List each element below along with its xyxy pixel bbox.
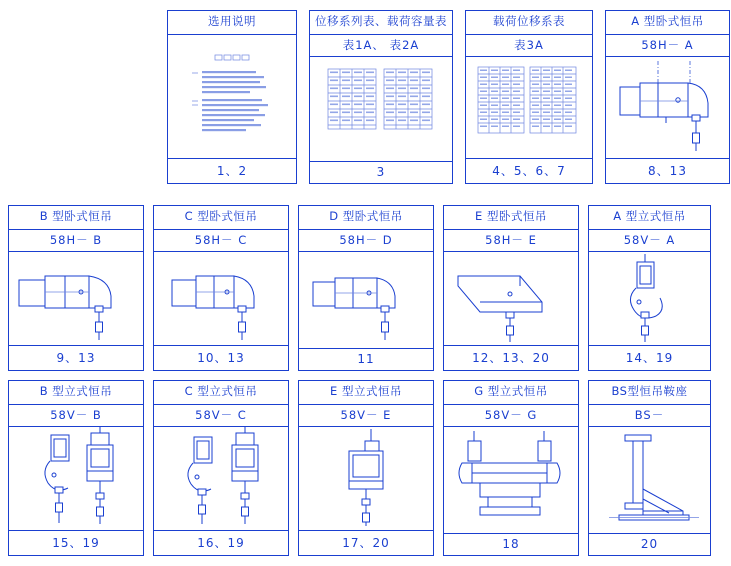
card-footer-pages: 11 bbox=[299, 348, 433, 370]
card-footer-pages: 17、20 bbox=[299, 530, 433, 555]
card-figure-tables-3 bbox=[466, 57, 592, 158]
card-row-3 bbox=[8, 380, 711, 556]
card-type-c-horizontal-hanger[interactable] bbox=[153, 205, 289, 371]
card-footer-pages: 9、13 bbox=[9, 345, 143, 370]
card-figure-horizontal-d bbox=[299, 252, 433, 348]
card-type-e-vertical-hanger[interactable] bbox=[298, 380, 434, 556]
card-caption-sub: 58H－ B bbox=[9, 230, 143, 252]
card-figure-vertical-a bbox=[589, 252, 710, 345]
card-footer-pages: 3 bbox=[310, 161, 452, 183]
card-figure-horizontal-b bbox=[9, 252, 143, 345]
card-type-g-vertical-hanger[interactable] bbox=[443, 380, 579, 556]
card-figure-vertical-g bbox=[444, 427, 578, 533]
card-caption: C 型立式恒吊 bbox=[154, 381, 288, 405]
card-caption: A 型立式恒吊 bbox=[589, 206, 710, 230]
card-footer-pages: 20 bbox=[589, 533, 710, 555]
card-type-c-vertical-hanger[interactable] bbox=[153, 380, 289, 556]
card-footer-pages: 8、13 bbox=[606, 158, 729, 183]
card-caption: E 型卧式恒吊 bbox=[444, 206, 578, 230]
card-caption-sub: 58V－ C bbox=[154, 405, 288, 427]
card-figure-vertical-b bbox=[9, 427, 143, 530]
card-figure-selection-notes bbox=[168, 35, 296, 158]
card-type-b-horizontal-hanger[interactable] bbox=[8, 205, 144, 371]
card-type-a-horizontal-hanger[interactable] bbox=[605, 10, 730, 184]
card-caption: B 型立式恒吊 bbox=[9, 381, 143, 405]
card-caption-sub: 58H－ E bbox=[444, 230, 578, 252]
card-row-2 bbox=[8, 205, 711, 371]
card-footer-pages: 14、19 bbox=[589, 345, 710, 370]
card-selection-notes[interactable] bbox=[167, 10, 297, 184]
card-footer-pages: 1、2 bbox=[168, 158, 296, 183]
card-footer-pages: 4、5、6、7 bbox=[466, 158, 592, 183]
card-caption: BS型恒吊鞍座 bbox=[589, 381, 710, 405]
card-type-a-vertical-hanger[interactable] bbox=[588, 205, 711, 371]
card-caption-sub: 58H－ D bbox=[299, 230, 433, 252]
card-figure-horizontal-c bbox=[154, 252, 288, 345]
card-caption: B 型卧式恒吊 bbox=[9, 206, 143, 230]
card-caption-sub: 表1A、 表2A bbox=[310, 35, 452, 57]
card-type-d-horizontal-hanger[interactable] bbox=[298, 205, 434, 371]
card-caption-sub: 58V－ E bbox=[299, 405, 433, 427]
card-caption: 选用说明 bbox=[168, 11, 296, 35]
card-caption-sub: 58H－ A bbox=[606, 35, 729, 57]
card-figure-horizontal-a bbox=[606, 57, 729, 158]
card-caption: 位移系列表、载荷容量表 bbox=[310, 11, 452, 35]
card-figure-horizontal-e bbox=[444, 252, 578, 345]
card-caption-sub: BS－ bbox=[589, 405, 710, 427]
card-bs-hanger-saddle[interactable] bbox=[588, 380, 711, 556]
card-caption-sub: 58H－ C bbox=[154, 230, 288, 252]
card-footer-pages: 16、19 bbox=[154, 530, 288, 555]
card-caption-sub: 58V－ B bbox=[9, 405, 143, 427]
card-caption: 载荷位移系表 bbox=[466, 11, 592, 35]
card-caption: E 型立式恒吊 bbox=[299, 381, 433, 405]
card-figure-tables-2 bbox=[310, 57, 452, 161]
card-figure-vertical-e bbox=[299, 427, 433, 530]
card-caption-sub: 58V－ A bbox=[589, 230, 710, 252]
card-type-e-horizontal-hanger[interactable] bbox=[443, 205, 579, 371]
card-figure-saddle-bs bbox=[589, 427, 710, 533]
card-caption-sub: 表3A bbox=[466, 35, 592, 57]
card-caption: C 型卧式恒吊 bbox=[154, 206, 288, 230]
card-caption: G 型立式恒吊 bbox=[444, 381, 578, 405]
card-caption: A 型卧式恒吊 bbox=[606, 11, 729, 35]
card-caption: D 型卧式恒吊 bbox=[299, 206, 433, 230]
card-footer-pages: 10、13 bbox=[154, 345, 288, 370]
card-type-b-vertical-hanger[interactable] bbox=[8, 380, 144, 556]
card-footer-pages: 18 bbox=[444, 533, 578, 555]
card-displacement-series-table[interactable] bbox=[309, 10, 453, 184]
card-footer-pages: 12、13、20 bbox=[444, 345, 578, 370]
card-load-displacement-table[interactable] bbox=[465, 10, 593, 184]
card-caption-sub: 58V－ G bbox=[444, 405, 578, 427]
card-row-1 bbox=[167, 10, 730, 184]
card-footer-pages: 15、19 bbox=[9, 530, 143, 555]
card-figure-vertical-c bbox=[154, 427, 288, 530]
